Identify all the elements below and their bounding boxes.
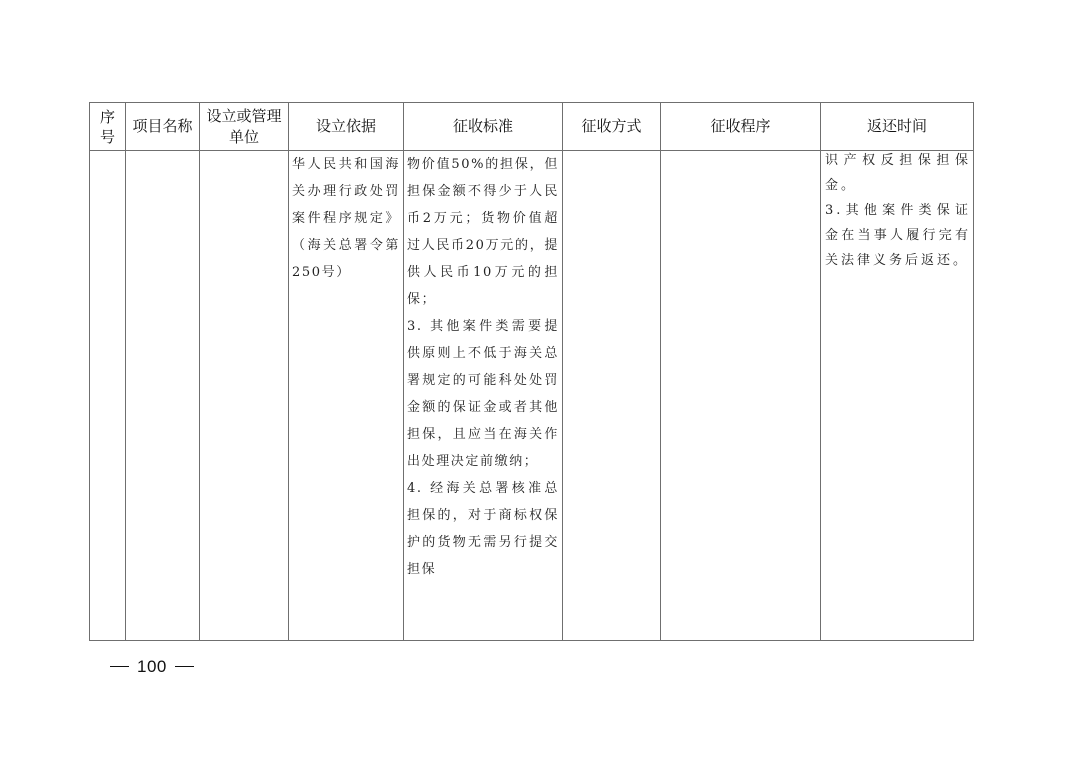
standard-paragraph: 物价值50%的担保，但担保金额不得少于人民币2万元；货物价值超过人民币20万元的，提供人民币10万元的担保；: [407, 157, 559, 307]
table-header-row: [90, 103, 974, 151]
standard-paragraph: 3. 其他案件类需要提供原则上不低于海关总署规定的可能科处处罚金额的保证金或者其他担保，且应当在海关作出处理决定前缴纳；: [407, 319, 559, 469]
return-time-text: [821, 148, 973, 273]
header-unit: 设立或管理单位: [200, 103, 289, 151]
header-method: 征收方式: [563, 103, 661, 151]
table-row: [90, 151, 974, 641]
return-paragraph: 识产权反担保担保金。: [825, 153, 971, 193]
header-return-time: 返还时间: [821, 103, 974, 151]
standard-paragraph: 4. 经海关总署核准总担保的，对于商标权保护的货物无需另行提交担保: [407, 481, 559, 577]
page-number-dash-right: [175, 666, 194, 667]
cell-method: [563, 151, 661, 641]
cell-item-name: [126, 151, 200, 641]
header-seq: 序号: [90, 103, 126, 151]
basis-text: 华人民共和国海关办理行政处罚案件程序规定》（海关总署令第250号）: [292, 157, 400, 280]
header-procedure: 征收程序: [661, 103, 821, 151]
header-standard: 征收标准: [404, 103, 563, 151]
return-paragraph: 3.其他案件类保证金在当事人履行完有关法律义务后返还。: [825, 203, 971, 268]
fee-table: [89, 102, 974, 641]
header-basis: 设立依据: [289, 103, 404, 151]
cell-seq: [90, 151, 126, 641]
cell-basis: [289, 151, 404, 641]
cell-unit: [200, 151, 289, 641]
cell-procedure: [661, 151, 821, 641]
standard-text: [404, 151, 562, 583]
page-number-value: 100: [137, 657, 167, 676]
cell-return-time: [821, 151, 974, 641]
header-item-name: 项目名称: [126, 103, 200, 151]
page-number: [102, 657, 202, 677]
fee-table-container: [89, 102, 974, 641]
page-number-dash-left: [110, 666, 129, 667]
cell-standard: [404, 151, 563, 641]
